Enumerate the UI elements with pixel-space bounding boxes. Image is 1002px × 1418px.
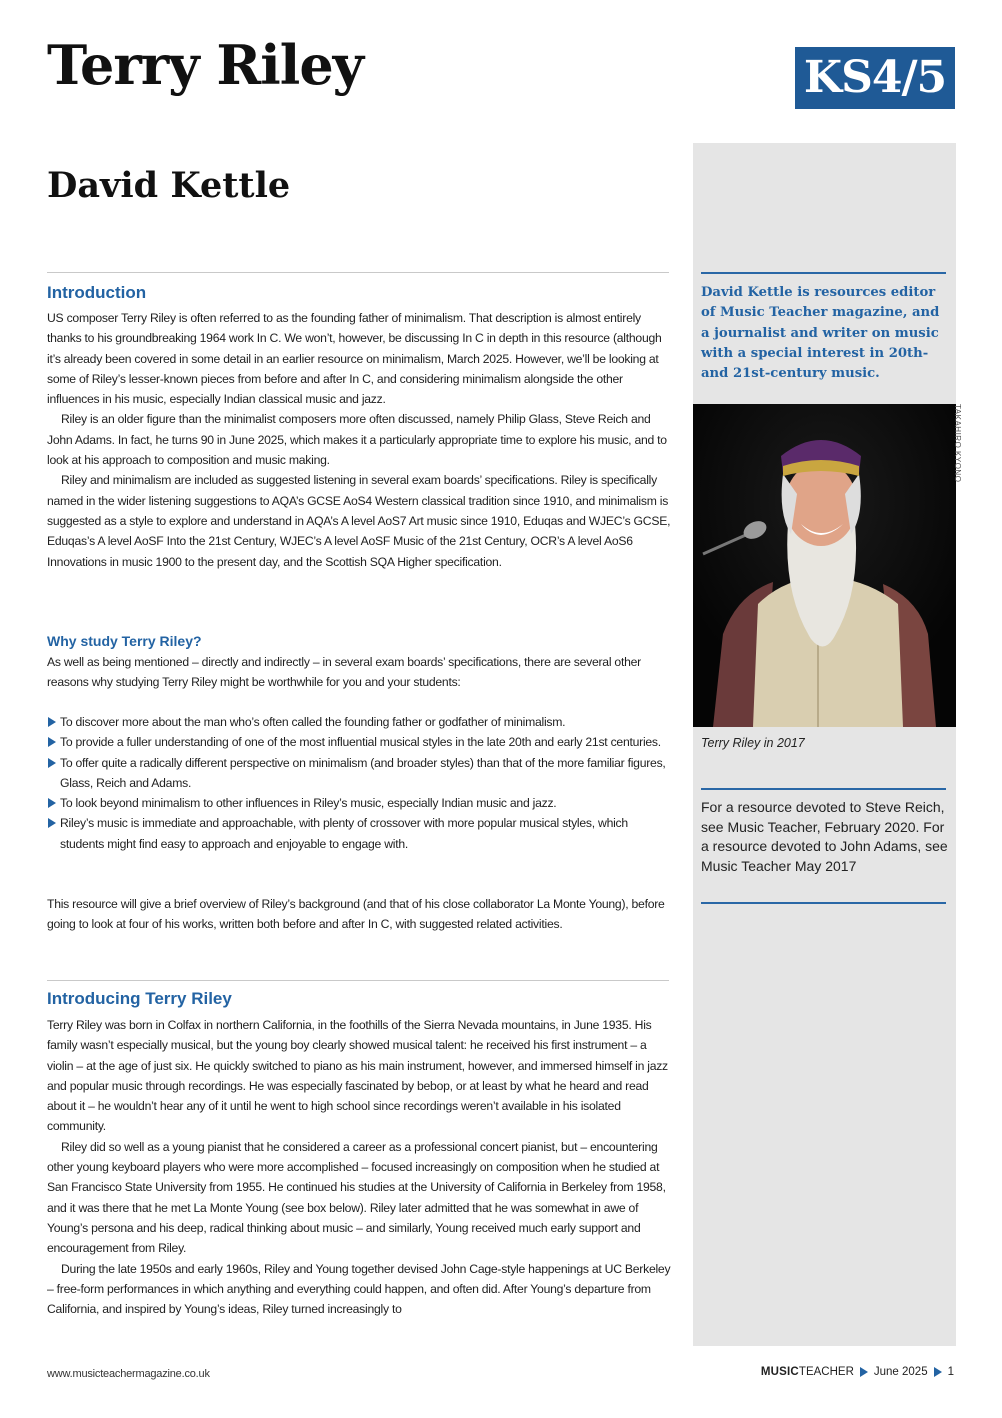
list-item: To offer quite a radically different perspective on minimalism (and broader styles) than that of the more familiar figures, Glass, Reich and Adams. [47,753,672,794]
paragraph: US composer Terry Riley is often referred to as the founding father of minimalism. That description is almost entirely thanks to his groundbreaking 1964 work In C. We won’t, however, be discussing In C in depth in this resource (although it’s already been covered in some detail in an earlier resource on minimalism, March 2025. However, we’ll be looking at some of Riley’s lesser-known pieces from before and after In C, and considering minimalism alongside the other influences in his music, especially Indian classical music and jazz. [47,311,662,407]
page-title: Terry Riley [47,33,364,97]
arrow-icon [934,1367,942,1377]
portrait-illustration [693,404,956,727]
photo-credit: TAKAHIRO KYONO [953,404,962,483]
bullet-arrow-icon [48,737,56,747]
sidebar-rule [701,272,946,274]
list-item: To look beyond minimalism to other influences in Riley’s music, especially Indian music and jazz. [47,793,672,813]
author-bio: David Kettle is resources editor of Music Teacher magazine, and a journalist and writer on music with a special interest in 20th- and 21st-century music. [701,285,940,382]
magazine-name: MUSICTEACHER [760,1366,854,1378]
terry-riley-photo [693,404,956,727]
footer-issue-info [761,1366,954,1378]
section-divider [47,272,669,273]
paragraph: As well as being mentioned – directly and indirectly – in several exam boards’ specifications, there are several other reasons why studying Terry Riley might be worthwhile for you and your students: [47,655,641,690]
why-study-body [47,652,672,693]
website-url[interactable]: www.musicteachermagazine.co.uk [47,1368,210,1380]
related-resources-note: For a resource devoted to Steve Reich, see Music Teacher, February 2020. For a resource devoted to John Adams, see Music Teacher May 2017 [701,799,948,874]
photo-caption: Terry Riley in 2017 [701,736,805,750]
reasons-list [47,712,672,854]
page-number: 1 [947,1366,954,1378]
paragraph: This resource will give a brief overview of Riley’s background (and that of his close collaborator La Monte Young), before going to look at four of his works, written both before and after In C, with suggested related activities. [47,897,665,932]
section-heading-introduction: Introduction [47,283,147,302]
paragraph: Riley did so well as a young pianist that he considered a career as a professional concert pianist, but – encountering other young keyboard players who were more accomplished – focused increasingly on composition when he studied at San Francisco State University from 1955. He continued his studies at the University of California in Berkeley from 1958, and it was there that he met La Monte Young (see box below). Riley later admitted that he was somewhat in awe of Young’s persona and his deep, radical thinking about music – and similarly, Young received much early support and encouragement from Riley. [47,1139,666,1256]
bullet-arrow-icon [48,818,56,828]
arrow-icon [860,1367,868,1377]
paragraph: Riley and minimalism are included as suggested listening in several exam boards’ specifications. Riley is specifically named in the wider listening suggestions to AQA’s GCSE AoS4 Western classical tradition since 1910, and minimalism is suggested as a style to explore and understand in AQA’s A level AoS7 Art music since 1910, Eduqas and WJEC’s GCSE, Eduqas’s A level AoSF Into the 21st Century, WJEC’s A level AoSF Music of the 21st Century, OCR’s A level AoS6 Innovations in music 1900 to the present day, and the Scottish SQA Higher specification. [47,473,671,569]
section-heading-introducing: Introducing Terry Riley [47,989,232,1008]
issue-date: June 2025 [873,1366,928,1378]
overview-paragraph [47,894,672,935]
bullet-arrow-icon [48,798,56,808]
bullet-arrow-icon [48,758,56,768]
list-item: To discover more about the man who’s often called the founding father or godfather of minimalism. [47,712,672,732]
list-item: Riley’s music is immediate and approachable, with plenty of crossover with more popular musical styles, which students might find easy to approach and enjoyable to engage with. [47,813,672,854]
author-name: David Kettle [47,165,291,206]
sidebar-rule [701,902,946,904]
list-item: To provide a fuller understanding of one of the most influential musical styles in the late 20th and early 21st centuries. [47,732,672,752]
introducing-body [47,1015,672,1319]
key-stage-badge: KS4/5 [795,47,955,109]
paragraph: Riley is an older figure than the minimalist composers more often discussed, namely Philip Glass, Steve Reich and John Adams. In fact, he turns 90 in June 2025, which makes it a particularly appropriate time to explore his music, and to look at his approach to composition and music making. [47,412,667,468]
sidebar-rule [701,788,946,790]
bullet-arrow-icon [48,717,56,727]
paragraph: During the late 1950s and early 1960s, Riley and Young together devised John Cage-style happenings at UC Berkeley – free-form performances in which anything and everything could happen, and often did. After Young’s departure from California, and inspired by Young’s ideas, Riley turned increasingly to [47,1261,671,1317]
section-divider [47,980,669,981]
introduction-body [47,308,672,572]
paragraph: Terry Riley was born in Colfax in northern California, in the foothills of the Sierra Nevada mountains, in June 1935. His family wasn’t especially musical, but the young boy clearly showed musical talent: he received his first instrument – a violin – at the age of just six. He quickly switched to piano as his main instrument, however, and immersed himself in jazz and popular music through recordings. He was especially fascinated by bebop, or at least by what he heard and read about it – he wouldn’t hear any of it until he went to high school since recordings weren’t available in his isolated community. [47,1018,668,1134]
section-heading-why-study: Why study Terry Riley? [47,633,202,649]
